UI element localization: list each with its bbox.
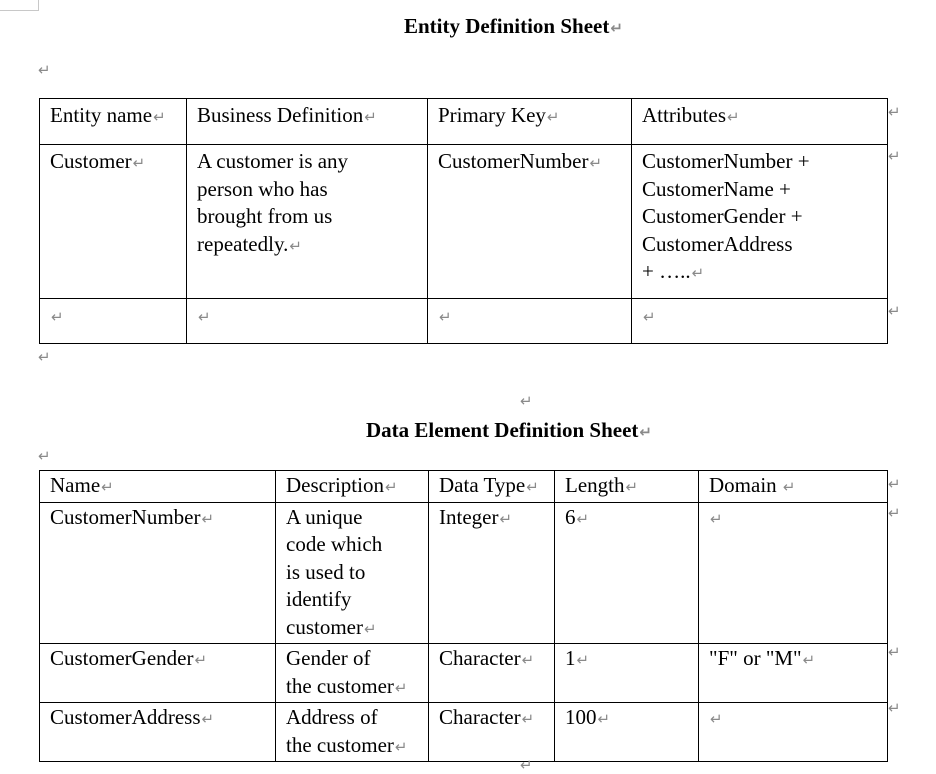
row-end-mark-icon: ↵ bbox=[888, 643, 901, 661]
table-cell bbox=[555, 644, 699, 703]
header-entity-name: Entity name bbox=[50, 103, 153, 127]
table-cell bbox=[276, 644, 429, 703]
paragraph-mark-icon: ↵ bbox=[727, 108, 740, 126]
table-cell bbox=[429, 644, 555, 703]
table-cell bbox=[40, 703, 276, 762]
data-element-definition-table bbox=[39, 470, 888, 762]
table-cell bbox=[40, 145, 187, 299]
paragraph-mark-icon: ↵ bbox=[38, 447, 51, 465]
element-name-value: CustomerNumber bbox=[50, 504, 201, 529]
paragraph-mark-icon: ↵ bbox=[639, 423, 652, 441]
header-length: Length bbox=[565, 473, 625, 497]
table-row bbox=[40, 502, 888, 644]
row-end-mark-icon: ↵ bbox=[888, 103, 901, 121]
paragraph-mark-icon: ↵ bbox=[394, 678, 408, 697]
paragraph-mark-icon: ↵ bbox=[38, 61, 51, 79]
table-cell bbox=[276, 703, 429, 762]
paragraph-mark-icon: ↵ bbox=[363, 619, 377, 638]
row-end-mark-icon: ↵ bbox=[888, 504, 901, 522]
paragraph-mark-icon: ↵ bbox=[576, 651, 590, 669]
paragraph-mark-icon: ↵ bbox=[132, 154, 146, 172]
table-cell bbox=[632, 145, 888, 299]
header-cell bbox=[276, 471, 429, 503]
row-end-mark-icon: ↵ bbox=[888, 699, 901, 717]
header-cell bbox=[428, 99, 632, 145]
header-cell bbox=[40, 471, 276, 503]
table-row bbox=[40, 703, 888, 762]
paragraph-mark-icon: ↵ bbox=[198, 308, 211, 326]
page-corner-marker bbox=[0, 0, 39, 11]
header-attributes: Attributes bbox=[642, 103, 726, 127]
data-element-sheet-title bbox=[366, 417, 652, 445]
table-cell bbox=[187, 145, 428, 299]
paragraph-mark-icon: ↵ bbox=[394, 737, 408, 756]
header-cell bbox=[632, 99, 888, 145]
paragraph-mark-icon: ↵ bbox=[51, 308, 64, 326]
row-end-mark-icon: ↵ bbox=[888, 475, 901, 493]
row-end-mark-icon: ↵ bbox=[888, 302, 901, 320]
header-business-definition: Business Definition bbox=[197, 103, 364, 127]
header-cell bbox=[187, 99, 428, 145]
element-name-value: CustomerAddress bbox=[50, 705, 201, 729]
paragraph-mark-icon: ↵ bbox=[499, 509, 513, 528]
table-cell bbox=[40, 644, 276, 703]
paragraph-mark-icon: ↵ bbox=[589, 154, 603, 172]
data-element-sheet-title-text: Data Element Definition Sheet bbox=[366, 418, 639, 442]
paragraph-mark-icon: ↵ bbox=[597, 710, 611, 728]
element-description-value: A unique code which is used to identify customer bbox=[286, 504, 383, 639]
table-cell bbox=[428, 145, 632, 299]
table-cell bbox=[429, 502, 555, 644]
table-cell bbox=[428, 299, 632, 344]
element-length-value: 6 bbox=[565, 504, 576, 529]
entity-definition-table bbox=[39, 98, 888, 344]
paragraph-mark-icon: ↵ bbox=[194, 651, 208, 669]
entity-sheet-title-text: Entity Definition Sheet bbox=[404, 14, 610, 38]
element-data-type-value: Integer bbox=[439, 504, 499, 529]
table-cell bbox=[699, 703, 888, 762]
paragraph-mark-icon: ↵ bbox=[153, 108, 166, 126]
header-domain: Domain bbox=[709, 473, 782, 497]
table-cell bbox=[555, 502, 699, 644]
paragraph-mark-icon: ↵ bbox=[521, 710, 535, 728]
header-cell bbox=[429, 471, 555, 503]
element-length-value: 100 bbox=[565, 705, 597, 729]
entity-sheet-title bbox=[404, 13, 623, 41]
paragraph-mark-icon: ↵ bbox=[643, 308, 656, 326]
element-name-value: CustomerGender bbox=[50, 646, 194, 670]
paragraph-mark-icon: ↵ bbox=[802, 651, 816, 669]
paragraph-mark-icon: ↵ bbox=[526, 478, 539, 496]
table-cell bbox=[632, 299, 888, 344]
table-cell bbox=[187, 299, 428, 344]
paragraph-mark-icon: ↵ bbox=[201, 710, 215, 728]
paragraph-mark-icon: ↵ bbox=[520, 392, 533, 410]
paragraph-mark-icon: ↵ bbox=[384, 478, 398, 496]
element-description-value: Gender of the customer bbox=[286, 646, 394, 698]
paragraph-mark-icon: ↵ bbox=[576, 509, 590, 528]
table-cell bbox=[40, 502, 276, 644]
paragraph-mark-icon: ↵ bbox=[710, 509, 723, 528]
table-cell bbox=[429, 703, 555, 762]
paragraph-mark-icon: ↵ bbox=[439, 308, 452, 326]
header-primary-key: Primary Key bbox=[438, 103, 546, 127]
row-end-mark-icon: ↵ bbox=[888, 147, 901, 165]
paragraph-mark-icon: ↵ bbox=[101, 478, 114, 496]
paragraph-mark-icon: ↵ bbox=[782, 478, 796, 496]
paragraph-mark-icon: ↵ bbox=[610, 19, 623, 37]
element-description-value: Address of the customer bbox=[286, 705, 394, 757]
table-cell bbox=[699, 644, 888, 703]
paragraph-mark-icon: ↵ bbox=[38, 348, 51, 366]
element-data-type-value: Character bbox=[439, 646, 521, 670]
header-cell bbox=[555, 471, 699, 503]
business-definition-value: A customer is any person who has brought from us repeatedly. bbox=[197, 149, 349, 256]
element-length-value: 1 bbox=[565, 646, 576, 670]
paragraph-mark-icon: ↵ bbox=[364, 108, 377, 126]
primary-key-value: CustomerNumber bbox=[438, 149, 589, 173]
table-cell bbox=[40, 299, 187, 344]
header-data-type: Data Type bbox=[439, 473, 526, 497]
table-cell bbox=[555, 703, 699, 762]
paragraph-mark-icon: ↵ bbox=[289, 236, 302, 255]
table-row bbox=[40, 644, 888, 703]
table-row bbox=[40, 145, 888, 299]
table-cell bbox=[699, 502, 888, 644]
table-header-row bbox=[40, 471, 888, 503]
table-row bbox=[40, 299, 888, 344]
paragraph-mark-icon: ↵ bbox=[546, 108, 560, 126]
header-name: Name bbox=[50, 473, 101, 497]
element-domain-value: "F" or "M" bbox=[709, 646, 802, 670]
header-cell bbox=[40, 99, 187, 145]
header-cell bbox=[699, 471, 888, 503]
paragraph-mark-icon: ↵ bbox=[625, 478, 639, 496]
paragraph-mark-icon: ↵ bbox=[710, 710, 723, 728]
paragraph-mark-icon: ↵ bbox=[201, 509, 215, 528]
table-header-row bbox=[40, 99, 888, 145]
element-data-type-value: Character bbox=[439, 705, 521, 729]
table-cell bbox=[276, 502, 429, 644]
paragraph-mark-icon: ↵ bbox=[520, 756, 533, 774]
paragraph-mark-icon: ↵ bbox=[521, 651, 535, 669]
header-description: Description bbox=[286, 473, 384, 497]
attributes-value: CustomerNumber + CustomerName + CustomerGender + CustomerAddress + ….. bbox=[642, 149, 810, 283]
entity-name-value: Customer bbox=[50, 149, 132, 173]
paragraph-mark-icon: ↵ bbox=[691, 264, 705, 282]
